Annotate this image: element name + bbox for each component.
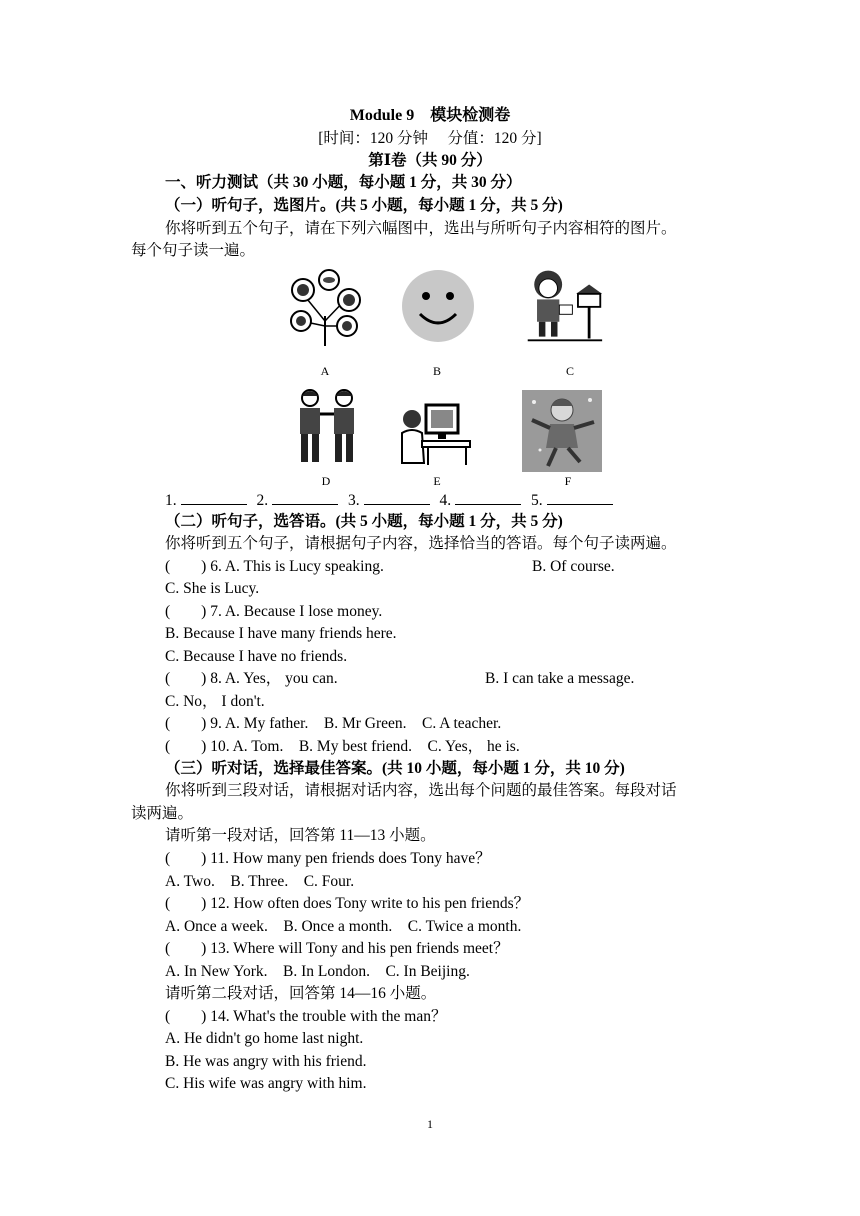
answer-blank-1[interactable] [181,490,247,505]
question-14: ( ) 14. What's the trouble with the man？ [165,1008,447,1025]
blank-num-1: 1. [165,492,177,509]
question-11-options: A. Two. B. Three. C. Four. [165,873,355,890]
part1-instruction-cont: 每个句子读一遍。 [131,242,256,259]
answer-blank-5[interactable] [547,490,613,505]
question-6: ( ) 6. A. This is Lucy speaking. [165,558,384,575]
picture-b-smiley-face [400,266,480,348]
blank-num-2: 2. [256,492,269,509]
question-7: ( ) 7. A. Because I lose money. [165,603,383,620]
question-8: ( ) 8. A. Yes， you can. [165,670,338,687]
blank-num-5: 5. [531,492,543,509]
caption-c: C [565,364,574,378]
blank-num-3: 3. [348,492,360,509]
question-14-option-c: C. His wife was angry with him. [165,1075,367,1092]
section1-title: 一、听力测试（共 30 小题，每小题 1 分，共 30 分） [165,174,522,191]
question-13-options: A. In New York. B. In London. C. In Beijing. [165,963,470,980]
question-7-option-c: C. Because I have no friends. [165,648,348,665]
dialogue-2-intro: 请听第二段对话，回答第 14—16 小题。 [165,985,437,1002]
question-11: ( ) 11. How many pen friends does Tony have？ [165,850,491,867]
dialogue-1-intro: 请听第一段对话，回答第 11—13 小题。 [165,827,436,844]
page-number: 1 [427,1117,433,1131]
caption-b: B [432,364,441,378]
answer-blank-2[interactable] [272,490,338,505]
volume-title: 第Ⅰ卷（共 90 分） [368,152,492,169]
question-14-option-a: A. He didn't go home last night. [165,1030,364,1047]
question-6-option-c: C. She is Lucy. [165,580,260,597]
exam-info: [时间：120 分钟 分值：120 分] [318,130,542,147]
part1-title: （一）听句子，选图片。(共 5 小题，每小题 1 分，共 5 分) [165,197,563,214]
question-8-option-c: C. No， I don't. [165,693,265,710]
blank-num-4: 4. [439,492,452,509]
question-6-option-b: B. Of course. [532,558,615,575]
caption-e: E [433,474,441,488]
picture-c-child-mailbox [524,264,604,346]
picture-d-two-boys [288,386,368,468]
answer-blanks-row [165,490,619,511]
caption-f: F [564,474,572,488]
part2-title: （二）听句子，选答语。(共 5 小题，每小题 1 分，共 5 分) [165,513,563,530]
module-title: Module 9 模块检测卷 [349,107,511,124]
question-7-option-b: B. Because I have many friends here. [165,625,397,642]
question-8-option-b: B. I can take a message. [485,670,635,687]
part2-instruction: 你将听到五个句子，请根据句子内容，选择恰当的答语。每个句子读两遍。 [165,535,677,552]
question-9: ( ) 9. A. My father. B. Mr Green. C. A teacher. [165,715,502,732]
question-12-options: A. Once a week. B. Once a month. C. Twice a month. [165,918,522,935]
caption-a: A [320,364,330,378]
part1-instruction: 你将听到五个句子，请在下列六幅图中，选出与所听句子内容相符的图片。 [165,220,677,237]
picture-e-computer [398,390,478,472]
question-13: ( ) 13. Where will Tony and his pen friends meet？ [165,940,509,957]
picture-f-skating-girl [522,390,602,472]
caption-d: D [321,474,331,488]
answer-blank-4[interactable] [455,490,521,505]
part3-instruction-cont: 读两遍。 [131,805,194,822]
part3-title: （三）听对话，选择最佳答案。(共 10 小题，每小题 1 分，共 10 分) [165,760,625,777]
question-10: ( ) 10. A. Tom. B. My best friend. C. Yes， he is. [165,738,520,755]
part3-instruction: 你将听到三段对话，请根据对话内容，选出每个问题的最佳答案。每段对话 [165,782,677,799]
question-12: ( ) 12. How often does Tony write to his pen friends？ [165,895,530,912]
answer-blank-3[interactable] [364,490,430,505]
question-14-option-b: B. He was angry with his friend. [165,1053,367,1070]
picture-a-friends-tree [285,266,365,348]
